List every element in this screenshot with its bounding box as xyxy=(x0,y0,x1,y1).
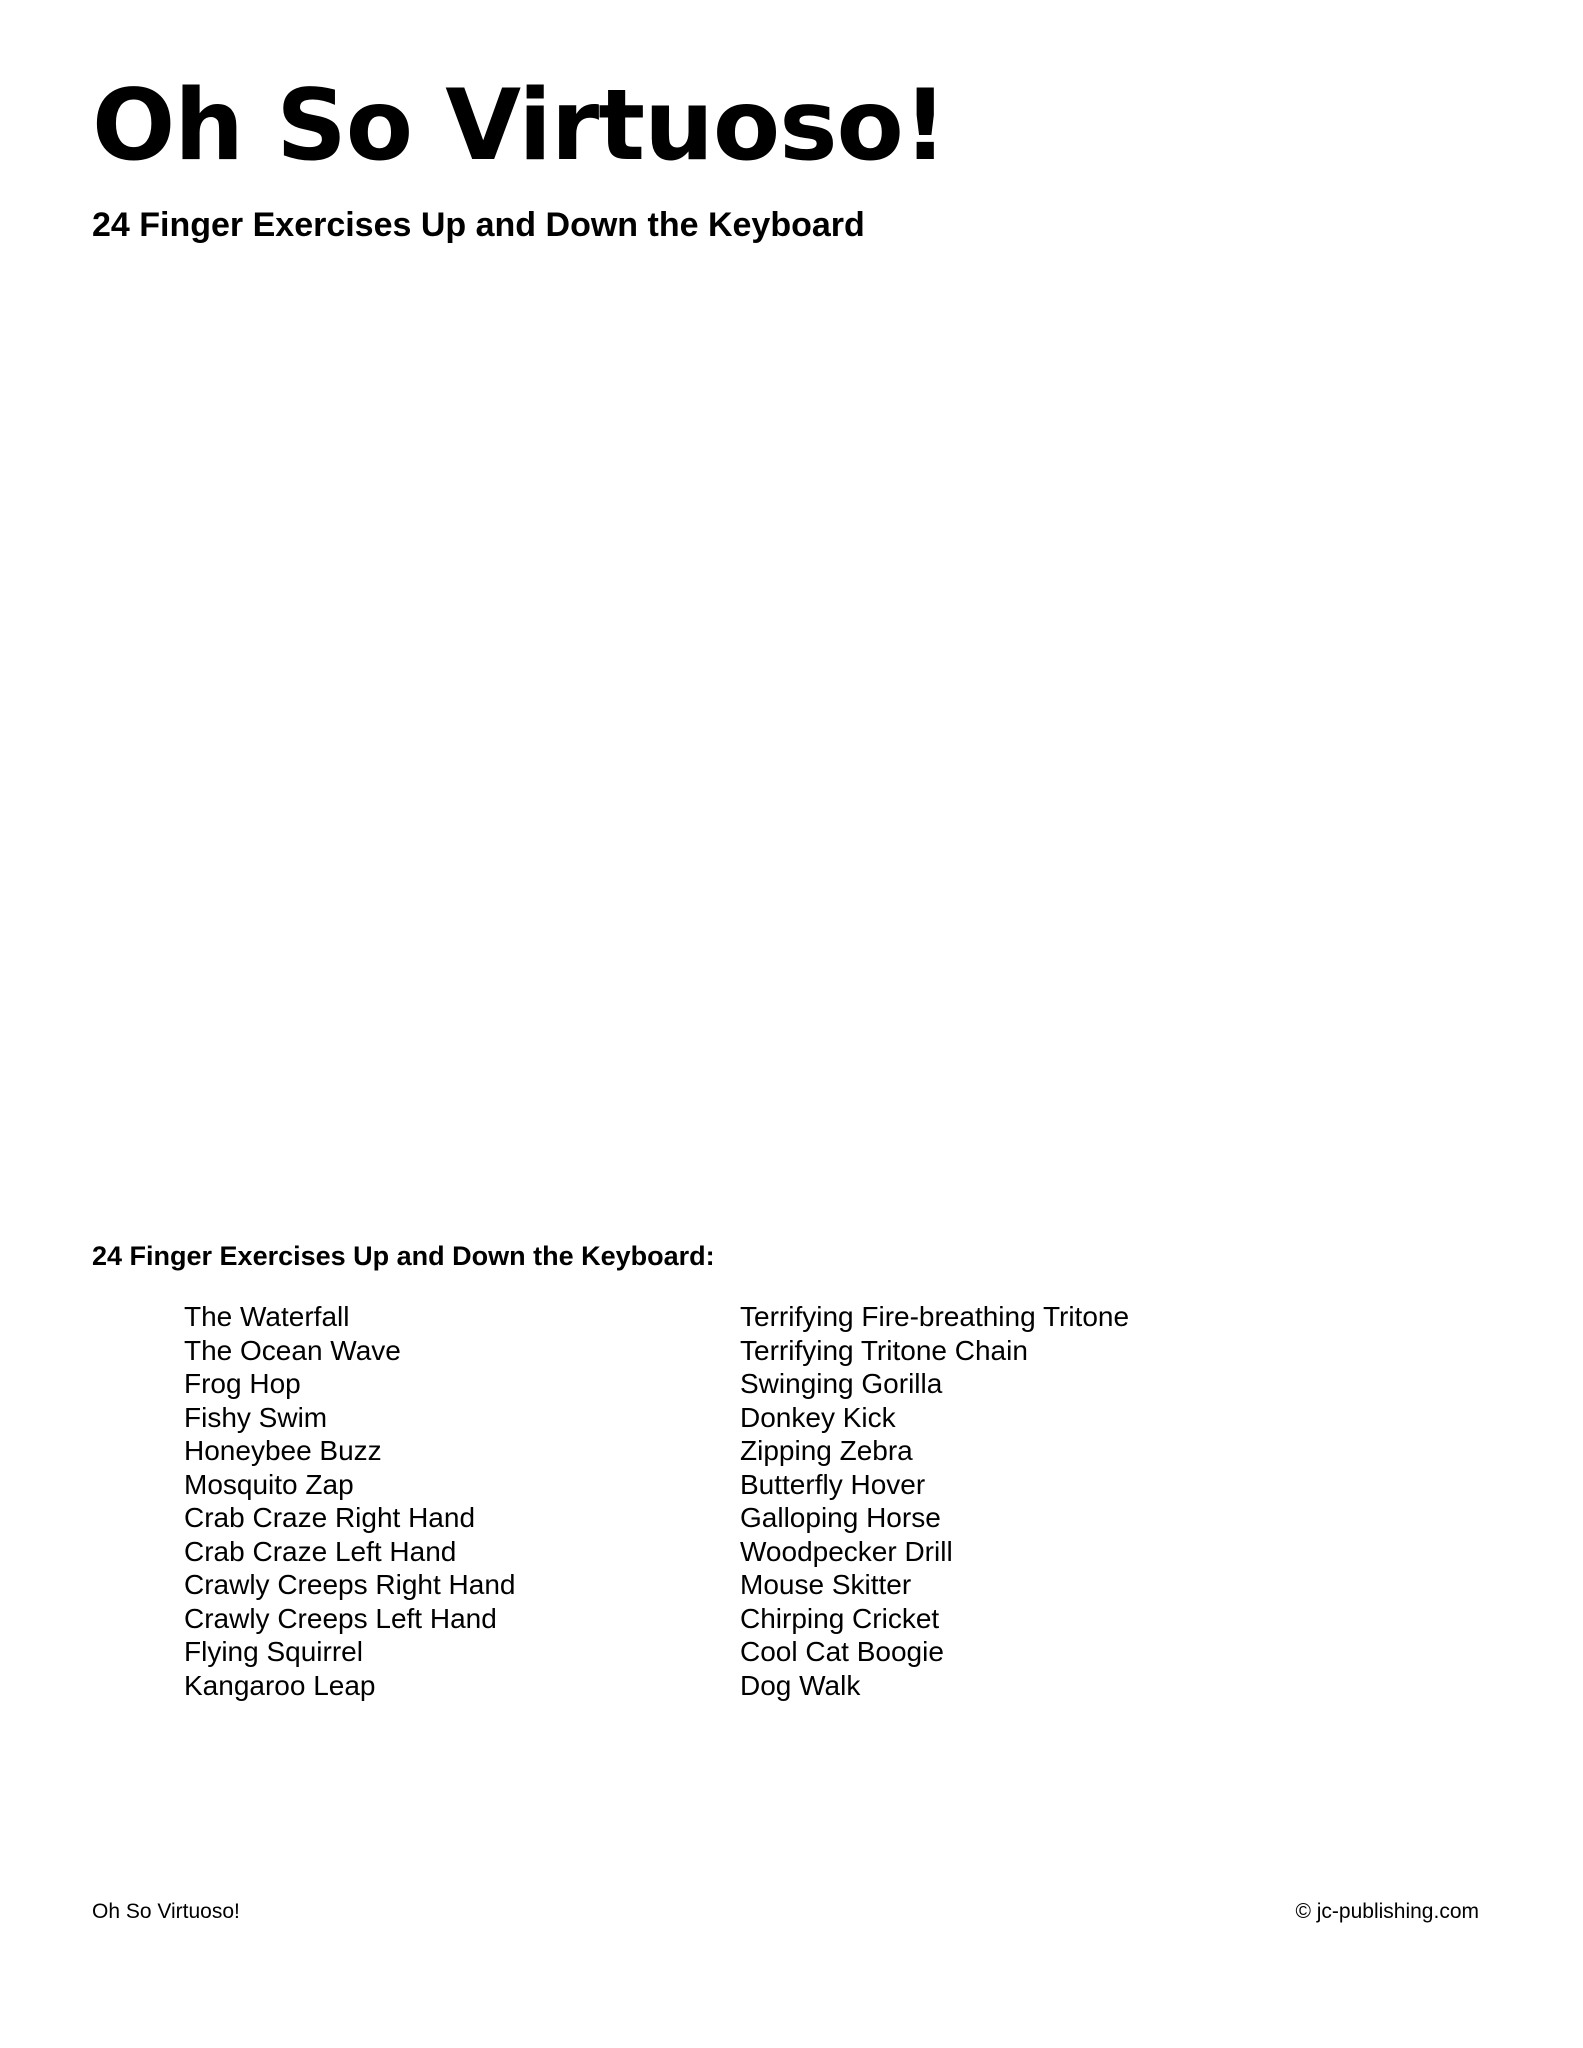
list-item: Mouse Skitter xyxy=(740,1569,912,1600)
list-item: Crab Craze Left Hand xyxy=(184,1535,457,1567)
list-item: Chirping Cricket xyxy=(740,1602,940,1634)
footer-copyright: © jc-publishing.com xyxy=(1295,1900,1479,1923)
exercise-list-right-column xyxy=(740,1300,1129,1702)
list-item: Crawly Creeps Right Hand xyxy=(184,1569,516,1600)
list-item: Galloping Horse xyxy=(740,1502,941,1533)
list-item: Donkey Kick xyxy=(740,1401,896,1433)
list-item: Mosquito Zap xyxy=(184,1468,354,1500)
exercise-list-heading: 24 Finger Exercises Up and Down the Keyboard: xyxy=(92,1241,715,1271)
page-title: Oh So Virtuoso! xyxy=(92,69,947,183)
list-item: Kangaroo Leap xyxy=(184,1669,376,1701)
list-item: Woodpecker Drill xyxy=(740,1535,953,1567)
list-item: Honeybee Buzz xyxy=(184,1435,382,1466)
list-item: Fishy Swim xyxy=(184,1401,328,1433)
list-item: The Ocean Wave xyxy=(184,1334,401,1366)
list-item: The Waterfall xyxy=(184,1301,350,1332)
exercise-list-left-column xyxy=(184,1300,515,1702)
list-item: Frog Hop xyxy=(184,1368,301,1399)
list-item: Swinging Gorilla xyxy=(740,1368,943,1399)
list-item: Dog Walk xyxy=(740,1669,861,1701)
list-item: Zipping Zebra xyxy=(740,1435,913,1466)
list-item: Crab Craze Right Hand xyxy=(184,1502,476,1533)
list-item: Terrifying Fire-breathing Tritone xyxy=(740,1301,1130,1332)
list-item: Cool Cat Boogie xyxy=(740,1636,944,1667)
footer-title: Oh So Virtuoso! xyxy=(92,1900,240,1923)
list-item: Butterfly Hover xyxy=(740,1468,926,1500)
list-item: Flying Squirrel xyxy=(184,1636,363,1667)
list-item: Terrifying Tritone Chain xyxy=(740,1334,1028,1366)
list-item: Crawly Creeps Left Hand xyxy=(184,1602,497,1634)
page-subtitle: 24 Finger Exercises Up and Down the Keyboard xyxy=(92,206,865,244)
